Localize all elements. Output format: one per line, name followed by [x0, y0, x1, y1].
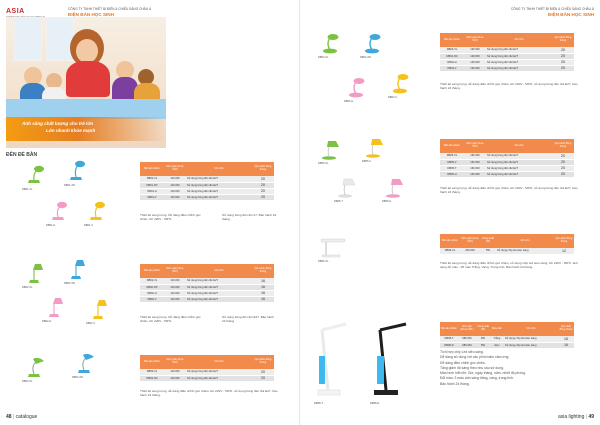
cell-price: 152.000	[464, 159, 486, 165]
cell-code: DB05-V	[440, 159, 464, 165]
lamp-code: DB01-H	[46, 224, 56, 227]
cell-code: DB04-H	[440, 59, 464, 65]
teacher-face	[76, 39, 98, 63]
cell-price: 116.000	[164, 188, 186, 194]
product-note: Thiết kế sang trọng, dễ dàng điều chỉnh góc chiếu, AC 220V - 50Hz, sử dụng bóng đèn đui E27, bảo hành 24 tháng.	[140, 389, 278, 398]
cell-code: DB02-XD	[140, 284, 164, 290]
column-header: Ghi chú	[504, 322, 558, 336]
column-header: Ghi chú	[186, 162, 252, 176]
cell-price: 116.000	[164, 375, 186, 381]
logo-text: ASIA	[6, 8, 25, 15]
lamp-photo	[318, 32, 344, 59]
cell-code: DB01-V	[140, 194, 164, 200]
cell-price: 152.000	[464, 165, 486, 171]
cell-price: 116.000	[164, 369, 186, 375]
spec-table-db04	[440, 33, 574, 72]
cell-note: Sử dụng bóng đèn đui E27	[186, 290, 252, 296]
product-note: Thiết kế sang trọng, dễ dàng điều chỉnh góc chiếu, sử dụng chip led siêu sáng, AC 220V - 50Hz, ánh sáng đỏ màu - 05 màu Trắng, Vàng, Trung tính. Bảo hành 24 tháng.	[440, 261, 578, 270]
cell-price: 152.000	[464, 153, 486, 159]
lamp-photo	[318, 236, 348, 263]
table-row	[440, 65, 574, 71]
lamp-photo	[64, 258, 90, 285]
table-row	[140, 296, 274, 302]
product-note: Thiết kế sang trọng, dễ dàng điều chỉnh góc chiếu, AC 220V - 50Hz, sử dụng bóng đèn đui E27, bảo hành 24 tháng.	[440, 82, 578, 91]
column-header: Đơn giá (chưa VAT)	[464, 33, 486, 47]
cell-price: 116.000	[164, 290, 186, 296]
lamp-code: DB06-XL	[318, 260, 329, 263]
column-header: Mã sản phẩm	[440, 234, 460, 248]
page-number: 49	[588, 414, 594, 420]
cell-note: Sử dụng bóng đèn đui E27	[486, 53, 552, 59]
catalogue-page-right	[300, 0, 600, 425]
company-name: CÔNG TY TNHH THIẾT BỊ ĐIỆN & CHIẾU SÁNG CHÂU Á	[510, 7, 594, 11]
lamp-code: DB05-H	[382, 200, 392, 203]
product-note: Thiết kế sang trọng, dễ dàng điều chỉnh góc chiếu, AC 220V - 50Hz, sử dụng bóng đèn đui E27, bảo hành 24 tháng.	[440, 186, 578, 195]
cell-price: 116.000	[164, 182, 186, 188]
footer-label: asia lighting	[557, 414, 585, 420]
lamp-photo	[86, 298, 112, 325]
column-header: Mã sản phẩm	[140, 264, 164, 278]
cell-note: Sử dụng bóng đèn đui E27	[486, 59, 552, 65]
cell-code: DB02-H	[140, 290, 164, 296]
cell-price: 130.000	[464, 65, 486, 71]
feature-item: Màn hình hiển thị: Giờ, ngày tháng, năm, nhiệt độ phòng.	[440, 371, 526, 376]
cell-code: DB04-V	[440, 65, 464, 71]
lamp-code: DB05-T	[334, 200, 343, 203]
cell-code: DB01-H	[140, 188, 164, 194]
feature-item: Tăng giảm độ sáng theo nhu cầu sử dụng.	[440, 365, 504, 370]
table-row	[140, 375, 274, 381]
cell-code: DB05-T	[440, 165, 464, 171]
product-note: Thiết kế sang trọng. Dễ dàng điều chỉnh góc chiếu. AC 220V - 50Hz.	[140, 213, 201, 222]
page-number: 48	[6, 414, 12, 420]
cell-code: DB08-D	[440, 342, 458, 348]
lamp-photo	[362, 136, 388, 163]
table-row	[440, 342, 574, 348]
lamp-code: DB01-XD	[64, 184, 75, 187]
cell-note: Sử dụng bóng đèn đui E27	[186, 194, 252, 200]
column-header: Màu sắc	[490, 322, 504, 336]
table-surface	[6, 99, 166, 119]
cell-pack: 12	[554, 248, 574, 254]
lamp-photo	[22, 164, 48, 191]
lamp-photo	[370, 320, 410, 405]
hero-photo	[6, 17, 166, 148]
column-header: Ghi chú	[496, 234, 554, 248]
company-tagline: ĐIỆN BÁN HỌC SINH	[68, 11, 114, 17]
column-header: Qui cách đóng thùng	[552, 33, 574, 47]
product-note: Sử dụng bóng đèn đui 27. Bảo hành 24 tháng.	[222, 213, 277, 222]
lamp-code: DB04-H	[344, 100, 354, 103]
cell-pack: 20	[552, 159, 574, 165]
cell-pack: 20	[552, 47, 574, 53]
cell-code: DB03-XL	[140, 369, 164, 375]
cell-pack: 16	[558, 342, 574, 348]
cell-pack: 16	[252, 278, 274, 284]
spec-table-db01	[140, 162, 274, 201]
cell-price: 116.000	[164, 194, 186, 200]
cell-pack: 20	[252, 375, 274, 381]
lamp-code: DB08-T	[314, 402, 323, 405]
cell-price: 260.000	[460, 248, 480, 254]
lamp-code: DB02-H	[42, 320, 52, 323]
feature-list	[440, 350, 590, 387]
spec-table-db06	[440, 234, 574, 255]
lamp-photo	[46, 200, 72, 227]
lamp-code: DB03-XL	[22, 380, 33, 383]
cell-pack: 20	[252, 182, 274, 188]
company-tagline: ĐIỆN BÁN HỌC SINH	[548, 11, 594, 17]
lamp-photo	[344, 76, 370, 103]
cell-code: DB03-XD	[140, 375, 164, 381]
teacher-top	[66, 61, 110, 97]
column-header: Ghi chú	[486, 139, 552, 153]
cell-power: 8W	[476, 336, 490, 342]
column-header: Đơn giá (chưa VAT)	[164, 355, 186, 369]
page-footer-right: asia lighting | 49	[557, 414, 594, 420]
cell-code: DB08-T	[440, 336, 458, 342]
lamp-code: DB08-D	[370, 402, 380, 405]
company-header	[68, 8, 168, 17]
section-title: ĐÈN ĐỂ BÀN	[6, 152, 38, 158]
feature-item: Dễ dàng điều chỉnh góc chiếu.	[440, 360, 486, 365]
page-footer-left: 48 | catalogue	[6, 414, 38, 420]
spec-table-db02	[140, 264, 274, 303]
cell-pack: 20	[252, 188, 274, 194]
lamp-photo	[382, 176, 408, 203]
lamp-code: DB04-XL	[318, 56, 329, 59]
column-header: Qui cách đóng thùng	[252, 355, 274, 369]
cell-pack: 20	[552, 165, 574, 171]
cell-code: DB02-XL	[140, 278, 164, 284]
spec-table-db03	[140, 355, 274, 382]
feature-item: Bảo hành 24 tháng.	[440, 381, 470, 386]
column-header: Ghi chú	[186, 355, 252, 369]
cell-note: Sử dụng bóng đèn đui E27	[486, 153, 552, 159]
lamp-code: DB01-XL	[22, 188, 33, 191]
cell-price: 116.000	[164, 296, 186, 302]
hero-banner-line-2: Lớn nhanh khỏe mạnh	[46, 128, 96, 133]
column-header: Qui cách đóng thùng	[252, 162, 274, 176]
hero-banner-line-1: Ánh sáng chất lượng cho trẻ lớn	[22, 121, 94, 126]
column-header: Qui cách đóng thùng	[252, 264, 274, 278]
cell-pack: 20	[252, 369, 274, 375]
cell-pack: 16	[252, 296, 274, 302]
column-header: Đơn giá (chưa VAT)	[458, 322, 476, 336]
lamp-photo	[314, 320, 350, 405]
cell-code: DB05-H	[440, 171, 464, 177]
column-header: Mã sản phẩm	[140, 355, 164, 369]
cell-note: Sử dụng bóng đèn đui E27	[486, 165, 552, 171]
cell-code: DB01-XL	[140, 176, 164, 182]
column-header: Qui cách đóng thùng	[554, 234, 574, 248]
column-header: Công suất (W)	[476, 322, 490, 336]
cell-price: 116.000	[164, 284, 186, 290]
cell-pack: 20	[552, 65, 574, 71]
lamp-code: DB04-V	[388, 96, 398, 99]
lamp-code: DB02-XL	[22, 286, 33, 289]
feature-item: Tích hợp chip Led siêu sáng.	[440, 350, 484, 354]
cell-pack: 20	[252, 194, 274, 200]
cell-note: Sử dụng bóng đèn đui E27	[186, 188, 252, 194]
cell-color: Trắng	[490, 336, 504, 342]
lamp-photo	[22, 356, 48, 383]
lamp-photo	[360, 32, 386, 59]
cell-note: Sử dụng bóng đèn đui E27	[486, 47, 552, 53]
feature-item: Đổi màu: 3 màu ánh sáng trắng, vàng, trung tính.	[440, 376, 514, 381]
cell-power: 5W	[480, 248, 496, 254]
cell-pack: 20	[552, 53, 574, 59]
cell-note: Sử dụng bóng đèn đui E27	[186, 369, 252, 375]
cell-code: DB04-XD	[440, 53, 464, 59]
column-header: Đơn giá (chưa VAT)	[460, 234, 480, 248]
cell-note: Sử dụng bóng đèn đui E27	[486, 171, 552, 177]
window-shape	[46, 17, 74, 61]
cell-code: DB04-XL	[440, 47, 464, 53]
lamp-code: DB03-XD	[72, 376, 83, 379]
cell-pack: 20	[552, 59, 574, 65]
table-row	[440, 171, 574, 177]
footer-label: catalogue	[15, 414, 38, 420]
cell-power: 8W	[476, 342, 490, 348]
cell-price: 130.000	[464, 59, 486, 65]
table-row	[440, 248, 574, 254]
table-row	[140, 194, 274, 200]
cell-price: 680.000	[458, 342, 476, 348]
lamp-photo	[318, 138, 344, 165]
window-shape	[14, 17, 42, 61]
cell-code: DB02-V	[140, 296, 164, 302]
product-note: Sử dụng bóng đèn đui E27. Bảo hành 24 tháng.	[222, 315, 274, 324]
lamp-photo	[72, 352, 98, 379]
column-header: Mã sản phẩm	[440, 139, 464, 153]
cell-color: Đen	[490, 342, 504, 348]
column-header: Qui cách đóng thùng	[558, 322, 574, 336]
cell-code: DB01-XD	[140, 182, 164, 188]
spec-table-db05	[440, 139, 574, 178]
column-header: Mã sản phẩm	[440, 322, 458, 336]
cell-code: DB06-XL	[440, 248, 460, 254]
cell-note: Sử dụng bóng đèn đui E27	[486, 65, 552, 71]
lamp-photo	[84, 200, 110, 227]
cell-price: 680.000	[458, 336, 476, 342]
column-header: Mã sản phẩm	[440, 33, 464, 47]
column-header: Đơn giá (chưa VAT)	[464, 139, 486, 153]
lamp-code: DB02-V	[86, 322, 96, 325]
company-header	[500, 8, 594, 17]
cell-pack: 16	[252, 290, 274, 296]
company-name: CÔNG TY TNHH THIẾT BỊ ĐIỆN & CHIẾU SÁNG CHÂU Á	[68, 7, 152, 11]
cell-note: Sử dụng chip led siêu sáng	[504, 336, 558, 342]
lamp-photo	[388, 72, 414, 99]
cell-note: Sử dụng bóng đèn đui E27	[186, 176, 252, 182]
lamp-code: DB05-XL	[318, 162, 329, 165]
cell-note: Sử dụng chip led siêu sáng	[504, 342, 558, 348]
column-header: Ghi chú	[186, 264, 252, 278]
column-header: Qui cách đóng thùng	[552, 139, 574, 153]
column-header: Công suất (W)	[480, 234, 496, 248]
cell-price: 116.000	[164, 278, 186, 284]
product-note: Thiết kế sang trọng. Dễ dàng điều chỉnh góc chiếu. AC 220V - 50Hz.	[140, 315, 201, 324]
column-header: Ghi chú	[486, 33, 552, 47]
column-header: Đơn giá (chưa VAT)	[164, 162, 186, 176]
cell-note: Sử dụng bóng đèn đui E27	[186, 284, 252, 290]
lamp-photo	[334, 176, 360, 203]
column-header: Đơn giá (chưa VAT)	[164, 264, 186, 278]
spec-table-db08	[440, 322, 574, 349]
column-header: Mã sản phẩm	[140, 162, 164, 176]
cell-code: DB05-XL	[440, 153, 464, 159]
lamp-photo	[42, 296, 68, 323]
cell-price: 130.000	[464, 47, 486, 53]
cell-pack: 20	[552, 153, 574, 159]
cell-price: 152.000	[464, 171, 486, 177]
lamp-code: DB01-V	[84, 224, 94, 227]
cell-price: 130.000	[464, 53, 486, 59]
cell-note: Sử dụng bóng đèn đui E27	[186, 296, 252, 302]
cell-note: Sử dụng bóng đèn đui E27	[186, 278, 252, 284]
lamp-photo	[64, 160, 90, 187]
hero-banner	[6, 117, 166, 141]
lamp-code: DB02-XD	[64, 282, 75, 285]
cell-note: Sử dụng bóng đèn đui E27	[486, 159, 552, 165]
feature-item: Dễ dàng sử dụng với các phím bấm cảm ứng.	[440, 355, 510, 360]
lamp-photo	[22, 262, 48, 289]
cell-note: Sử dụng bóng đèn đui E27	[186, 375, 252, 381]
lamp-code: DB04-XD	[360, 56, 371, 59]
cell-pack: 16	[558, 336, 574, 342]
cell-pack: 20	[252, 176, 274, 182]
cell-note: Sử dụng bóng đèn đui E27	[186, 182, 252, 188]
cell-note: Sử dụng chip led siêu sáng	[496, 248, 554, 254]
cell-pack: 20	[552, 171, 574, 177]
cell-pack: 16	[252, 284, 274, 290]
cell-price: 116.000	[164, 176, 186, 182]
lamp-code: DB05-V	[362, 160, 372, 163]
